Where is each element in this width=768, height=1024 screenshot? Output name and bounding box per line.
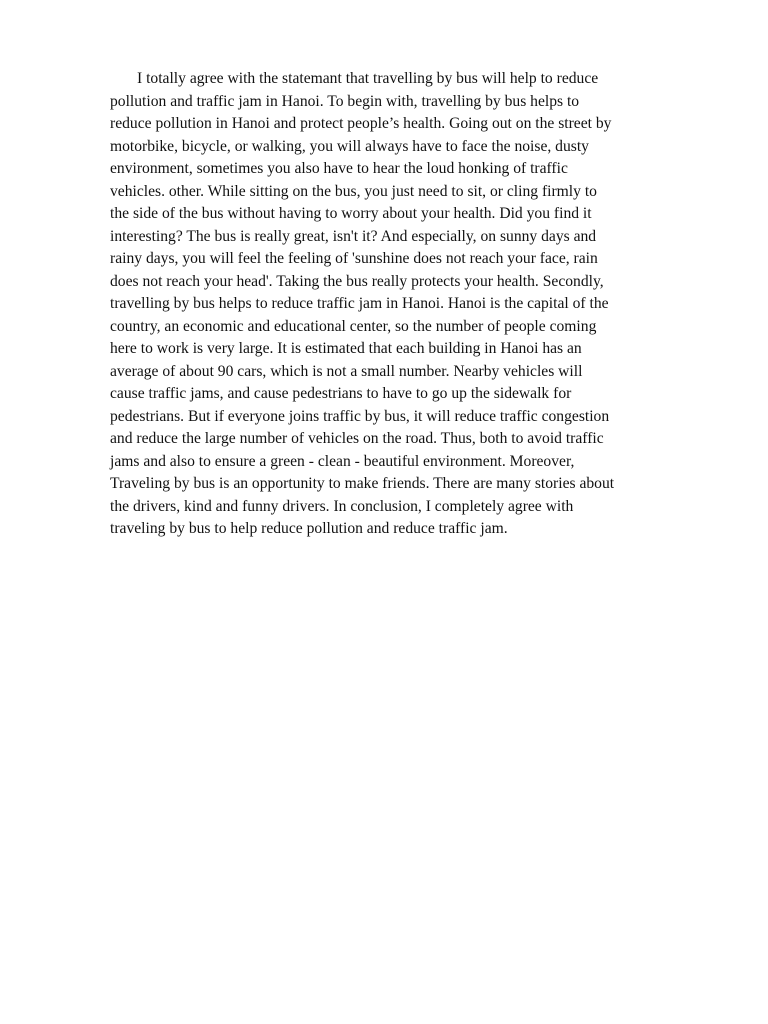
essay-paragraph	[110, 68, 720, 541]
paragraph-line: traveling by bus to help reduce pollution and reduce traffic jam.	[110, 520, 508, 537]
paragraph-line: environment, sometimes you also have to hear the loud honking of traffic	[110, 160, 568, 177]
paragraph-line: travelling by bus helps to reduce traffic jam in Hanoi. Hanoi is the capital of the	[110, 295, 609, 312]
paragraph-line: interesting? The bus is really great, isn't it? And especially, on sunny days and	[110, 227, 597, 245]
paragraph-line: the drivers, kind and funny drivers. In conclusion, I completely agree with	[110, 497, 574, 515]
paragraph-line: motorbike, bicycle, or walking, you will always have to face the noise, dusty	[110, 137, 589, 155]
paragraph-line: country, an economic and educational center, so the number of people coming	[110, 317, 597, 335]
paragraph-line: does not reach your head'. Taking the bus really protects your health. Secondly,	[110, 272, 604, 290]
paragraph-line: and reduce the large number of vehicles on the road. Thus, both to avoid traffic	[110, 430, 604, 447]
paragraph-line: rainy days, you will feel the feeling of 'sunshine does not reach your face, rain	[110, 250, 598, 267]
paragraph-line: reduce pollution in Hanoi and protect people’s health. Going out on the street by	[110, 115, 612, 132]
paragraph-line: here to work is very large. It is estimated that each building in Hanoi has an	[110, 340, 582, 357]
paragraph-line: cause traffic jams, and cause pedestrians to have to go up the sidewalk for	[110, 385, 572, 402]
paragraph-line: average of about 90 cars, which is not a small number. Nearby vehicles will	[110, 362, 583, 380]
paragraph-line: pollution and traffic jam in Hanoi. To begin with, travelling by bus helps to	[110, 92, 580, 110]
paragraph-line: pedestrians. But if everyone joins traffic by bus, it will reduce traffic congestion	[110, 407, 610, 425]
paragraph-line: jams and also to ensure a green - clean - beautiful environment. Moreover,	[110, 452, 575, 470]
paragraph-line: Traveling by bus is an opportunity to make friends. There are many stories about	[110, 475, 615, 492]
paragraph-line: the side of the bus without having to worry about your health. Did you find it	[110, 205, 592, 222]
paragraph-line: vehicles. other. While sitting on the bus, you just need to sit, or cling firmly to	[110, 182, 597, 200]
paragraph-line: I totally agree with the statemant that travelling by bus will help to reduce	[137, 70, 599, 87]
